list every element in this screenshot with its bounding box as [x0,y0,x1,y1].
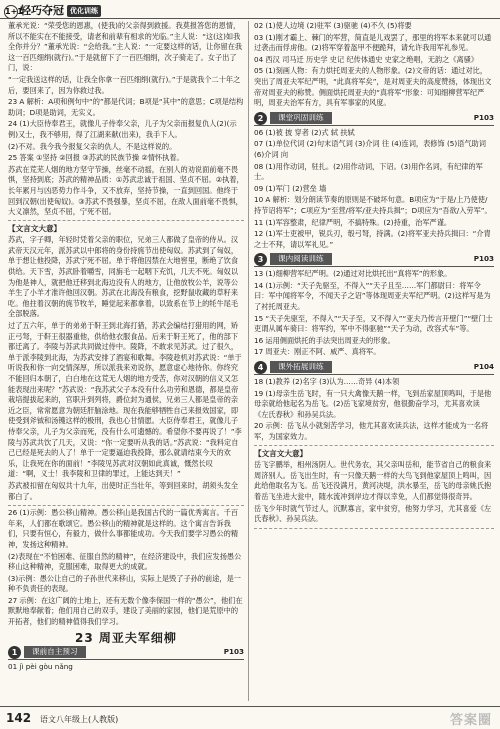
translation-box [254,445,494,529]
logo-text: 轻巧夺冠 [20,4,64,17]
answer-item-20: 20 示例：岳飞从小就刻苦学习，他尤其喜欢读兵法，这样才能成为一名将军，为国家效力。 [254,421,489,441]
translation-title: 【文言文大意】 [8,223,62,233]
section-header [254,112,494,126]
translation-para: 岳飞字鹏举，相州汤阴人。世代务农，其父亲叫岳和，能节省自己的粮食来周济别人。岳飞出生时，有一只像天鹅一样的大鸟飞到他家屋顶上鸣叫，因此给他取名为飞。岳飞还没满月，黄河决堤，洪水暴至，岳飞的母亲姚氏抱着岳飞坐进大瓮中，随水流冲到岸边才得以幸免，人们都觉得很奇异。 [254,460,492,501]
section-number-badge: 2 [254,112,267,125]
section-number-badge: 4 [254,361,267,374]
answer-para: 董承光说：“荣受您的恩惠，(使我)的父亲得到救援。我莫报答您的恩情，所以不能实在不能接受，请老和前辈有相求的光临。”主人说：“这(这)如我全你并分？”董承光说：“会给我。”主人说：“一定要这样的话，让你留在我这一百匹细绢(就行)。”于是就留下了一百匹细绢，次子骑走了。女子出了门，说： [8,21,243,73]
answer-item-17: 17 周亚夫：刚正不阿、威严、真将军。 [254,347,381,357]
section-title: 课内阅读训练 [270,253,332,265]
section-header [254,253,494,267]
answer-item-23: 23 A 解析：A项和例句中“的”都是代词；B项是“其中”的意思；C项是结构助词；D项是助词，无实义。 [8,97,244,117]
translation-title: 【文言文大意】 [254,448,308,458]
answer-item-18: 18 (1)教养 (2)名字 (3)认为……奇异 (4)本领 [254,377,400,387]
section-number-badge: 3 [254,253,267,266]
answer-item-24b: (2)不对。我今我今报复父亲的仇人，不是这样说的。 [8,141,177,151]
translation-para: 过了五六年，单于的弟弟于靬王到北海打猎，苏武会编结打猎用的网，矫正弓弩，于靬王很器重他，供给他衣服食品。后来于靬王死了，他的部下都迁离了。李陵与苏武共同做过侍中。陵降，不敢求见苏武。过了很久，单于派李陵到北海，为苏武安排了酒宴和歌舞。李陵趁机对苏武说：“单于听说我和你一向交情深厚，所以派我来劝说你，愿意虚心地待你。你终究不能回归本朝了，白白地在这荒无人烟的地方受苦，你对汉朝的信义又怎能表现出来呢？”苏武说：“我苏武父子本没有什么功劳和恩德，都是皇帝栽培提拔起来的，官职升到列将，爵位封为通侯，兄弟三人都是皇帝的亲近之臣，常常愿意为朝廷肝脑涂地。现在我能够牺牲自己来报效国家，即使受到斧钺和汤镬这样的极刑，我也心甘情愿。大臣侍奉君王，就像儿子侍奉父亲，儿子为父亲而死，没有什么可遗憾的。希望你不要再说了！”李陵与苏武共饮了几天，又说：“你一定要听从我的话。”苏武说：“我料定自己已经是死去的人了！单于一定要逼迫我投降，那么就请结束今天的欢乐，让我死在你的面前！”李陵见苏武对汉朝如此真诚，慨然长叹道：“啊，义士！我李陵和卫律的罪过，上能达到天！” [8,321,242,479]
answer-item-12: 12 (1)军士吏被甲，锐兵刃，彀弓弩，持满。(2)将军亚夫持兵揖曰：“介胄之士不拜，请以军礼见。” [254,229,491,249]
logo-tag: 优化训练 [67,5,101,17]
section-page-ref: P103 [473,112,494,122]
column-divider [248,21,249,701]
answer-item-16: 16 运用侧面烘托的手法突出周亚夫的形象。 [254,335,395,345]
translation-para: 苏武被扣留在匈奴共十九年，出使时正当壮年，等到回来时，胡须头发全都白了。 [8,480,239,501]
page-footer [0,706,500,729]
translation-box [8,220,244,506]
answer-item-26: 26 (1)示例：愚公移山精神。愚公移山是我国古代的一篇优秀寓言。千百年来，人们都在歌颂它。愚公移山的精神就是这样的。这个寓言告诉我们，只要有恒心，有毅力，做什么事都能成功。今天我们要学习愚公的精神，发扬这种精神。 [8,508,239,549]
section-header [254,361,494,375]
answer-item-26c: (3)示例：愚公让自己的子孙世代来移山，实际上是毁了子孙的前途，是一种不负责任的表现。 [8,573,241,594]
answer-item-08: 08 (1)用作动词，驻扎。(2)用作动词，下诏。(3)用作名词，有纪律的军士。 [254,161,483,182]
section-title: 课外拓展训练 [270,361,332,373]
answer-item-26b: (2)表现在“不怕困难、征服自然的精神”，在经济建设中，我们应发扬愚公移山这种精神，克服困难，取得更大的成就。 [8,551,242,572]
left-column [8,21,244,674]
chapter-title: 23 周亚夫军细柳 [75,630,177,645]
answer-item-15: 15 “天子先驱至，不得入”“天子至，又不得入”“亚夫乃传言开壁门”“壁门士吏谓从属车骑曰：将军约，军中不得驱驰”“天子为动，改容式车”等。 [254,313,493,334]
section-page-ref: P103 [223,647,244,657]
section-page-ref: P103 [473,254,494,264]
translation-para: 岳飞少年时就气节过人，沉默寡言，家中贫穷，他努力学习，尤其喜爱《左氏春秋》、孙吴兵法。 [254,503,492,524]
page-number: 142 [6,711,32,725]
section-title: 课前自主预习 [24,646,86,658]
page-header [0,0,500,19]
answer-item-27: 27 示例：在这广阔的土地上，还有无数个像李保国一样的“愚公”，他们在默默地奉献着；他们用自己的双手，建设了美丽的家园，他们是荒原中的开拓者，他们的精神值得我们学习。 [8,595,243,627]
translation-para: 苏武，字子卿，年轻时凭着父亲的职位，兄弟三人都做了皇帝的侍从。汉武帝天汉元年，派苏武以中郎将的身份持旄节出使匈奴。苏武到了匈奴，单于想让他投降，苏武宁死不屈。单于将他囚禁在大地窖里，断绝了饮食供给。天下雪，苏武卧着嚼雪，同旃毛一起咽下充饥，几天不死。匈奴以为他是神人，就把他迁移到北海边没有人的地方，让他放牧公羊，说等公羊生了小羊才准许他回汉朝。苏武在北海没有粮食，挖野鼠收藏的草籽来吃。他拄着汉朝的旄节牧羊，睡觉起来都拿着，以致系在节上的牦牛尾毛全部脱落。 [8,235,239,319]
answer-item-01: 01 jì pèi gòu nǎng [8,662,73,672]
answer-item-07: 07 (1)单位代词 (2)句末语气词 (3)介词 往 (4)连词，表修饰 (5)语气助词 (6)介词 向 [254,139,486,159]
answer-item-25: 25 答案 ①坚持 ②回报 ③苏武的民族节操 ②情怀执着。 [8,153,184,163]
answer-para: “一定我送这样的话，让我全你拿一百匹细绢(就行)。”于是就我个二十年之后，要回来了，因为你救过我。 [8,74,241,95]
answer-item-13: 13 (1)细柳营军纪严明。(2)通过对比烘托出“真将军”的形象。 [254,269,452,279]
right-column [254,21,494,531]
answer-item-03: 03 (1)刚才霸上、棘门的军营，简直是儿戏罢了，那里的将军本来就可以通过袭击而俘虏他。(2)将军穿着盔甲不便跪拜，请允许我用军礼参见。 [254,32,492,53]
book-title: 语文八年级上(人教版) [40,715,119,724]
logo-icon: 1+1 [4,5,18,19]
answer-item-09: 09 (1)军门 (2)营垒 墙 [254,183,327,193]
section-title: 课堂巩固训练 [270,112,332,124]
section-number-badge: 1 [8,646,21,659]
answer-item-10: 10 A 解析：划分朗读节奏的原则是不破坏句意。B项应为“于是/上乃使使/持节诏将军”；C项应为“至营/将军/亚夫持兵揖”；D项应为“吾欲/入劳军”。 [254,195,492,215]
answer-item-11: 11 (1)军容整肃，纪律严明，不搞特殊。(2)持重，治军严谨。 [254,217,452,227]
answer-item-04: 04 西汉 司马迁 历史学 史记 纪传体通史 史家之绝唱，无韵之《离骚》 [254,54,479,64]
brand-logo [4,2,101,19]
answer-item-02: 02 (1)使人边境 (2)驻军 (3)驱驰 (4)不久 (5)将要 [254,21,412,30]
answer-item-14: 14 (1)示例：“天子先驱至，不得入”“天子且至……军门都尉曰：将军令曰：军中闻将军令，不闻天子之诏”等体现周亚夫军纪严明。(2)这样写是为了衬托周亚夫。 [254,280,491,312]
answer-item-06: 06 (1)被 披 穿者 (2)式 轼 扶轼 [254,127,355,137]
answer-item-25b: 苏武在荒芜人烟的地方坚守节操，丝毫不动摇，在别人的劝说面前毫不畏惧，坚持到底；苏武的精神品质：①苏武忠诚于祖国、坚贞不屈。②执着，长年累月与凶恶势力作斗争，又不放弃，坚持节操，一直到回国。他终于回到汉朝(出使匈奴)。③苏武不畏强暴，坚贞不屈，在敌人面前毫不畏惧，大义凛然，坚贞不屈，宁死不屈。 [8,164,244,217]
answer-item-05: 05 (1)刻画人物：有力烘托周亚夫的人物形象。(2)文帝的话：通过对比，突出了周亚夫军纪严明，“此真将军矣”，是对周亚夫的高度赞扬，体现出文帝对周亚夫的称赞。侧面烘托周亚夫的“真将军”形象：可知细柳营军纪严明，周亚夫治军有方，具有军事家的风度。 [254,66,492,108]
section-page-ref: P104 [473,362,494,372]
watermark: 答案圈 [449,713,492,728]
section-header [8,646,244,660]
answer-item-19: 19 (1)母亲生岳飞时，有一只大禽像天鹅一样，飞到岳家屋顶鸣叫，于是他母亲就给他起名为岳飞。(2)岳飞家境贫穷，他很勤奋学习，尤其喜欢读《左氏春秋》和孙吴兵法。 [254,388,492,419]
answer-item-24: 24 (1)大臣侍奉君王，就像儿子侍奉父亲，儿子为父亲而报复仇人(2)(示例)又士，我不够用，得了江湖来献(出来)，我手下人。 [8,119,237,139]
